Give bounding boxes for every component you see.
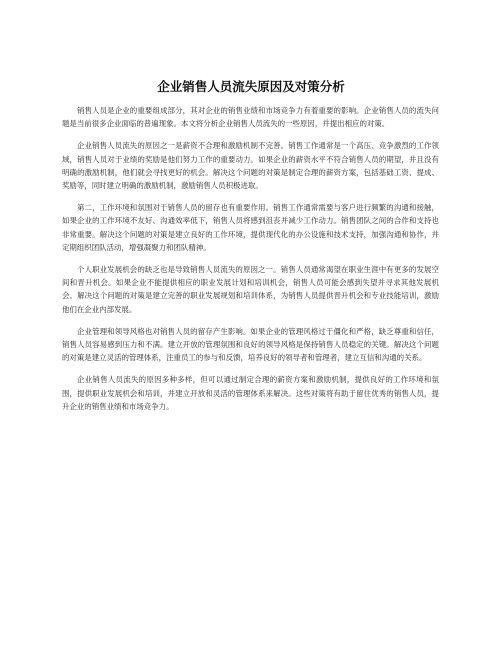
document-body	[62, 104, 439, 422]
paragraph-work-environment: 第二，工作环境和氛围对于销售人员的留存也有重要作用。销售工作通常需要与客户进行频繁的沟通和接触，如果企业的工作环境不友好、沟通效率低下，销售人员将感到沮丧并减少工作动力。销售团队之间的合作和支持也非常重要。解决这个问题的对策是建立良好的工作环境，提供现代化的办公设施和技术支持，加强沟通和协作，并定期组织团队活动，增强凝聚力和团队精神。	[62, 203, 439, 252]
paragraph-intro: 销售人员是企业的重要组成部分，其对企业的销售业绩和市场竞争力有着重要的影响。企业销售人员的流失问题是当前很多企业面临的普遍现象。本文将分析企业销售人员流失的一些原因，并提出相应的对策。	[62, 106, 439, 129]
paragraph-conclusion: 企业销售人员流失的原因多种多样，但可以通过制定合理的薪资方案和激励机制，提供良好的工作环境和氛围，提供职业发展机会和培训，并建立开放和灵活的管理体系来解决。这些对策将有助于留住优秀的销售人员，提升企业的销售业绩和市场竞争力。	[62, 375, 439, 411]
document-title: 企业销售人员流失原因及对策分析	[157, 79, 345, 94]
paragraph-career-development: 个人职业发展机会的缺乏也是导致销售人员流失的原因之一。销售人员通常渴望在职业生涯中有更多的发展空间和晋升机会。如果企业不能提供相应的职业发展计划和培训机会，销售人员可能会感到失望并寻求其他发展机会。解决这个问题的对策是建立完善的职业发展规划和培训体系，为销售人员提供晋升机会和专业技能培训，激励他们在企业内部发展。	[62, 265, 439, 314]
paragraph-salary-incentives: 企业销售人员流失的原因之一是薪资不合理和激励机制不完善。销售工作通常是一个高压、竞争激烈的工作领域，销售人员对于业绩的奖励是他们努力工作的重要动力。如果企业的薪资水平不符合销售人员的期望，并且没有明确的激励机制，他们就会寻找更好的机会。解决这个问题的对策是制定合理的薪资方案，包括基础工资、提成、奖励等，同时建立明确的激励机制，激励销售人员积极进取。	[62, 141, 439, 191]
paragraph-management-style: 企业管理和领导风格也对销售人员的留存产生影响。如果企业的管理风格过于僵化和严格，缺乏尊重和信任，销售人员容易感到压力和不满。建立开放的管理氛围和良好的领导风格是保持销售人员稳定的关键。解决这个问题的对策是建立灵活的管理体系，注重员工的参与和反馈，培养良好的领导者和管理者，建立互信和沟通的关系。	[62, 326, 439, 363]
